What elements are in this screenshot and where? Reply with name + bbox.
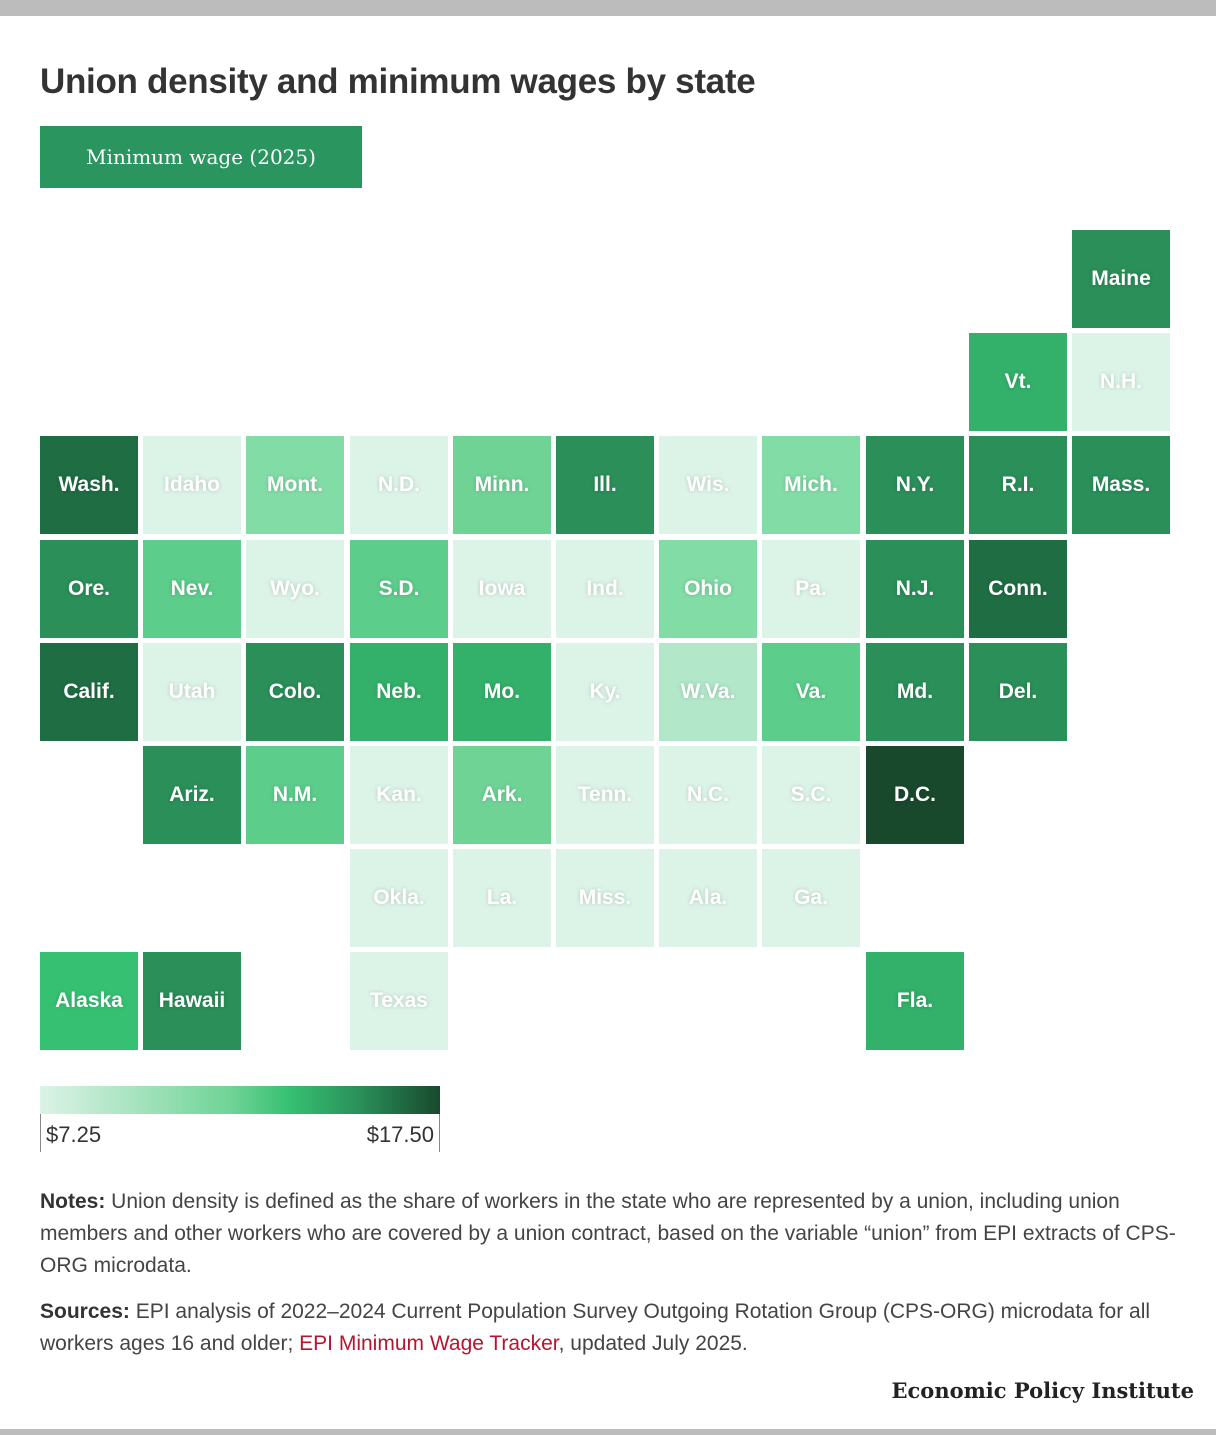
state-tile-nd[interactable]: N.D. (350, 436, 448, 534)
minimum-wage-toggle-button[interactable]: Minimum wage (2025) (40, 126, 362, 188)
state-tile-fla[interactable]: Fla. (866, 952, 964, 1050)
sources-text-after: , updated July 2025. (558, 1332, 748, 1355)
bottom-border (0, 1429, 1216, 1435)
state-tile-wyo[interactable]: Wyo. (246, 540, 344, 638)
state-tile-ill[interactable]: Ill. (556, 436, 654, 534)
state-tile-ohio[interactable]: Ohio (659, 540, 757, 638)
state-tile-mo[interactable]: Mo. (453, 643, 551, 741)
state-tile-ga[interactable]: Ga. (762, 849, 860, 947)
state-tile-wash[interactable]: Wash. (40, 436, 138, 534)
state-tile-nev[interactable]: Nev. (143, 540, 241, 638)
sources-text-before: EPI analysis of 2022–2024 Current Population Survey Outgoing Rotation Group (CPS-ORG) microdata for all workers ages 16 and older; (40, 1300, 1151, 1355)
state-tile-mont[interactable]: Mont. (246, 436, 344, 534)
state-tile-miss[interactable]: Miss. (556, 849, 654, 947)
legend-color-bar (40, 1086, 440, 1114)
state-tile-tenn[interactable]: Tenn. (556, 746, 654, 844)
state-tile-hawaii[interactable]: Hawaii (143, 952, 241, 1050)
state-tile-iowa[interactable]: Iowa (453, 540, 551, 638)
legend-tick-min (40, 1114, 41, 1152)
state-tile-maine[interactable]: Maine (1072, 230, 1170, 328)
state-tile-ark[interactable]: Ark. (453, 746, 551, 844)
state-tile-ri[interactable]: R.I. (969, 436, 1067, 534)
state-tile-md[interactable]: Md. (866, 643, 964, 741)
state-tile-nh[interactable]: N.H. (1072, 333, 1170, 431)
state-tile-calif[interactable]: Calif. (40, 643, 138, 741)
state-tile-wis[interactable]: Wis. (659, 436, 757, 534)
state-tile-alaska[interactable]: Alaska (40, 952, 138, 1050)
organization-logo-text: Economic Policy Institute (891, 1378, 1194, 1403)
state-tile-nm[interactable]: N.M. (246, 746, 344, 844)
state-tile-minn[interactable]: Minn. (453, 436, 551, 534)
state-tile-ny[interactable]: N.Y. (866, 436, 964, 534)
state-tile-mass[interactable]: Mass. (1072, 436, 1170, 534)
legend-min-label: $7.25 (46, 1122, 102, 1147)
notes (40, 1186, 1180, 1282)
state-tile-ky[interactable]: Ky. (556, 643, 654, 741)
state-tile-ore[interactable]: Ore. (40, 540, 138, 638)
state-tile-okla[interactable]: Okla. (350, 849, 448, 947)
state-tile-conn[interactable]: Conn. (969, 540, 1067, 638)
state-tile-sd[interactable]: S.D. (350, 540, 448, 638)
state-tile-idaho[interactable]: Idaho (143, 436, 241, 534)
state-tile-sc[interactable]: S.C. (762, 746, 860, 844)
chart-title: Union density and minimum wages by state (40, 62, 756, 101)
state-tile-pa[interactable]: Pa. (762, 540, 860, 638)
state-tile-neb[interactable]: Neb. (350, 643, 448, 741)
state-tile-ala[interactable]: Ala. (659, 849, 757, 947)
legend-tick-max (439, 1114, 440, 1152)
state-tile-vt[interactable]: Vt. (969, 333, 1067, 431)
state-tile-colo[interactable]: Colo. (246, 643, 344, 741)
state-tile-la[interactable]: La. (453, 849, 551, 947)
notes-label: Notes: (40, 1190, 106, 1213)
state-tile-va[interactable]: Va. (762, 643, 860, 741)
minimum-wage-tracker-link[interactable]: EPI Minimum Wage Tracker (299, 1332, 559, 1355)
state-tile-mich[interactable]: Mich. (762, 436, 860, 534)
state-tile-utah[interactable]: Utah (143, 643, 241, 741)
state-tile-texas[interactable]: Texas (350, 952, 448, 1050)
state-tile-kan[interactable]: Kan. (350, 746, 448, 844)
state-tile-ariz[interactable]: Ariz. (143, 746, 241, 844)
sources (40, 1296, 1180, 1360)
top-border (0, 0, 1216, 16)
state-tile-nj[interactable]: N.J. (866, 540, 964, 638)
state-tile-wva[interactable]: W.Va. (659, 643, 757, 741)
state-tile-del[interactable]: Del. (969, 643, 1067, 741)
state-tile-ind[interactable]: Ind. (556, 540, 654, 638)
notes-text: Union density is defined as the share of workers in the state who are represented by a union, including union members and other workers who are covered by a union contract, based on the variable “union” from EPI extracts of CPS-ORG microdata. (40, 1190, 1176, 1277)
state-tile-nc[interactable]: N.C. (659, 746, 757, 844)
state-tile-dc[interactable]: D.C. (866, 746, 964, 844)
sources-label: Sources: (40, 1300, 130, 1323)
legend-max-label: $17.50 (366, 1122, 434, 1147)
